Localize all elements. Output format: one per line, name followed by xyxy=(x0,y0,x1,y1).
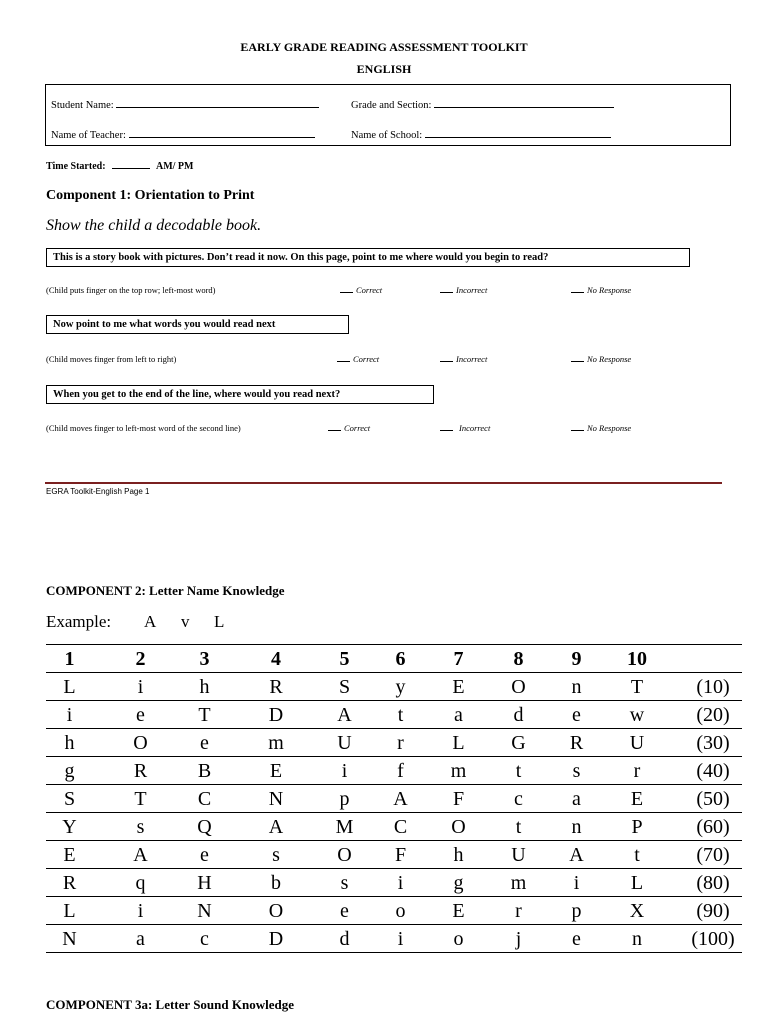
letter-cell: s xyxy=(563,757,590,785)
column-header: 4 xyxy=(221,645,331,673)
letter-cell: b xyxy=(221,869,331,897)
letter-cell: c xyxy=(188,925,221,953)
letter-cell: A xyxy=(331,701,358,729)
grade-section-line xyxy=(434,98,614,108)
component3-heading: COMPONENT 3a: Letter Sound Knowledge xyxy=(46,997,294,1012)
letter-cell: T xyxy=(188,701,221,729)
grid-row xyxy=(46,813,742,841)
count-cell: (90) xyxy=(684,897,742,925)
column-header: 6 xyxy=(358,645,443,673)
count-cell: (10) xyxy=(684,673,742,701)
letter-cell: S xyxy=(46,785,93,813)
letter-cell: G xyxy=(474,729,563,757)
grid-row xyxy=(46,925,742,953)
letter-cell: H xyxy=(188,869,221,897)
letter-cell: g xyxy=(443,869,474,897)
letter-cell: N xyxy=(46,925,93,953)
letter-cell: E xyxy=(443,897,474,925)
example-letter-3: L xyxy=(214,612,225,631)
column-header: 9 xyxy=(563,645,590,673)
count-cell: (40) xyxy=(684,757,742,785)
letter-cell: L xyxy=(443,729,474,757)
letter-cell: C xyxy=(188,785,221,813)
component1-heading: Component 1: Orientation to Print xyxy=(46,188,255,203)
letter-cell: r xyxy=(358,729,443,757)
component1-instruction: Show the child a decodable book. xyxy=(46,217,262,234)
column-header: 3 xyxy=(188,645,221,673)
letter-cell: r xyxy=(590,757,684,785)
letter-cell: A xyxy=(358,785,443,813)
letter-name-grid xyxy=(46,644,742,953)
letter-cell: O xyxy=(474,673,563,701)
letter-cell: E xyxy=(221,757,331,785)
letter-cell: D xyxy=(221,925,331,953)
letter-cell: U xyxy=(331,729,358,757)
example-letter-1: A xyxy=(144,612,157,631)
time-started-line xyxy=(112,159,150,169)
time-started-field[interactable] xyxy=(46,159,193,172)
letter-cell: i xyxy=(358,925,443,953)
letter-cell: D xyxy=(221,701,331,729)
letter-cell: O xyxy=(93,729,188,757)
letter-cell: i xyxy=(93,897,188,925)
letter-cell: w xyxy=(590,701,684,729)
letter-cell: R xyxy=(93,757,188,785)
count-cell: (20) xyxy=(684,701,742,729)
letter-cell: h xyxy=(443,841,474,869)
letter-cell: h xyxy=(188,673,221,701)
letter-cell: C xyxy=(358,813,443,841)
letter-cell: O xyxy=(331,841,358,869)
letter-cell: m xyxy=(443,757,474,785)
letter-cell: Q xyxy=(188,813,221,841)
student-name-line xyxy=(116,98,319,108)
letter-cell: F xyxy=(358,841,443,869)
letter-cell: e xyxy=(563,925,590,953)
letter-cell: a xyxy=(93,925,188,953)
letter-cell: i xyxy=(46,701,93,729)
teacher-name-field[interactable] xyxy=(51,128,315,141)
grade-section-label: Grade and Section: xyxy=(351,100,432,111)
letter-cell: i xyxy=(358,869,443,897)
item-3-note: (Child moves finger to left-most word of the second line) xyxy=(46,423,241,433)
letter-cell: h xyxy=(46,729,93,757)
letter-cell: N xyxy=(221,785,331,813)
question-1-text: This is a story book with pictures. Don’t read it now. On this page, point to me where would you begin to read? xyxy=(53,252,549,263)
letter-cell: e xyxy=(93,701,188,729)
teacher-name-line xyxy=(129,128,315,138)
time-started-label: Time Started: xyxy=(46,161,106,172)
grid-row xyxy=(46,897,742,925)
component2-heading: COMPONENT 2: Letter Name Knowledge xyxy=(46,583,285,598)
letter-cell: a xyxy=(443,701,474,729)
letter-cell: M xyxy=(331,813,358,841)
letter-cell: L xyxy=(590,869,684,897)
letter-cell: N xyxy=(188,897,221,925)
teacher-name-label: Name of Teacher: xyxy=(51,130,126,141)
letter-cell: i xyxy=(563,869,590,897)
letter-cell: Y xyxy=(46,813,93,841)
letter-cell: E xyxy=(590,785,684,813)
letter-cell: p xyxy=(563,897,590,925)
item-3-no-response-option[interactable]: No Response xyxy=(571,423,631,433)
letter-cell: e xyxy=(563,701,590,729)
count-cell: (80) xyxy=(684,869,742,897)
item-2-correct-option[interactable]: Correct xyxy=(337,354,379,364)
example-letter-2: v xyxy=(181,612,190,631)
letter-cell: j xyxy=(474,925,563,953)
letter-cell: R xyxy=(563,729,590,757)
letter-cell: L xyxy=(46,673,93,701)
column-header: 2 xyxy=(93,645,188,673)
letter-cell: o xyxy=(443,925,474,953)
column-header: 8 xyxy=(474,645,563,673)
grid-row xyxy=(46,673,742,701)
letter-cell: E xyxy=(443,673,474,701)
letter-cell: E xyxy=(46,841,93,869)
letter-cell: i xyxy=(93,673,188,701)
letter-cell: m xyxy=(474,869,563,897)
letter-cell: s xyxy=(331,869,358,897)
document-subtitle: ENGLISH xyxy=(356,62,412,76)
time-started-suffix: AM/ PM xyxy=(155,161,194,172)
letter-cell: a xyxy=(563,785,590,813)
school-name-label: Name of School: xyxy=(351,130,423,141)
letter-cell: q xyxy=(93,869,188,897)
count-cell: (30) xyxy=(684,729,742,757)
count-cell: (70) xyxy=(684,841,742,869)
count-cell: (50) xyxy=(684,785,742,813)
letter-cell: i xyxy=(331,757,358,785)
letter-cell: m xyxy=(221,729,331,757)
letter-cell: T xyxy=(93,785,188,813)
school-name-line xyxy=(425,128,611,138)
school-name-field[interactable] xyxy=(351,128,611,141)
grid-row xyxy=(46,785,742,813)
column-header: 10 xyxy=(590,645,684,673)
page-footer: EGRA Toolkit-English Page 1 xyxy=(46,487,150,496)
letter-cell: e xyxy=(188,729,221,757)
example-label: Example: xyxy=(46,612,112,631)
item-1-incorrect-option[interactable]: Incorrect xyxy=(440,285,487,295)
grade-section-field[interactable] xyxy=(351,98,614,111)
letter-cell: t xyxy=(474,813,563,841)
letter-cell: B xyxy=(188,757,221,785)
letter-cell: y xyxy=(358,673,443,701)
document-title: EARLY GRADE READING ASSESSMENT TOOLKIT xyxy=(240,40,528,54)
letter-cell: t xyxy=(590,841,684,869)
letter-cell: d xyxy=(331,925,358,953)
item-2-incorrect-option[interactable]: Incorrect xyxy=(440,354,487,364)
letter-cell: c xyxy=(474,785,563,813)
letter-cell: R xyxy=(46,869,93,897)
letter-cell: P xyxy=(590,813,684,841)
letter-cell: r xyxy=(474,897,563,925)
letter-cell: e xyxy=(331,897,358,925)
item-1-note: (Child puts finger on the top row; left-most word) xyxy=(46,285,216,295)
letter-cell: e xyxy=(188,841,221,869)
grid-row xyxy=(46,869,742,897)
letter-cell: d xyxy=(474,701,563,729)
item-3-incorrect-option[interactable]: Incorrect xyxy=(440,423,490,433)
student-name-label: Student Name: xyxy=(51,100,114,111)
count-cell: (100) xyxy=(684,925,742,953)
letter-cell: s xyxy=(221,841,331,869)
letter-cell: O xyxy=(443,813,474,841)
question-3-text: When you get to the end of the line, where would you read next? xyxy=(53,389,341,400)
letter-cell: p xyxy=(331,785,358,813)
student-name-field[interactable] xyxy=(51,98,319,111)
column-header xyxy=(684,645,742,673)
letter-cell: U xyxy=(590,729,684,757)
grid-row xyxy=(46,841,742,869)
letter-cell: S xyxy=(331,673,358,701)
letter-cell: F xyxy=(443,785,474,813)
letter-cell: A xyxy=(93,841,188,869)
letter-cell: R xyxy=(221,673,331,701)
column-header: 1 xyxy=(46,645,93,673)
item-2-note: (Child moves finger from left to right) xyxy=(46,354,177,364)
letter-cell: s xyxy=(93,813,188,841)
grid-row xyxy=(46,701,742,729)
letter-cell: O xyxy=(221,897,331,925)
letter-cell: t xyxy=(474,757,563,785)
letter-cell: A xyxy=(221,813,331,841)
grid-header-row xyxy=(46,645,742,673)
question-box-3 xyxy=(46,385,434,404)
letter-cell: n xyxy=(563,813,590,841)
footer-divider xyxy=(45,482,722,484)
letter-cell: X xyxy=(590,897,684,925)
letter-cell: f xyxy=(358,757,443,785)
grid-row xyxy=(46,729,742,757)
letter-cell: U xyxy=(474,841,563,869)
letter-cell: g xyxy=(46,757,93,785)
question-box-1 xyxy=(46,248,690,267)
letter-cell: A xyxy=(563,841,590,869)
grid-row xyxy=(46,757,742,785)
letter-cell: t xyxy=(358,701,443,729)
count-cell: (60) xyxy=(684,813,742,841)
column-header: 5 xyxy=(331,645,358,673)
column-header: 7 xyxy=(443,645,474,673)
letter-cell: L xyxy=(46,897,93,925)
item-1-no-response-option[interactable]: No Response xyxy=(571,285,631,295)
letter-cell: n xyxy=(590,925,684,953)
item-2-no-response-option[interactable]: No Response xyxy=(571,354,631,364)
item-3-correct-option[interactable]: Correct xyxy=(328,423,370,433)
item-1-correct-option[interactable]: Correct xyxy=(340,285,382,295)
question-box-2 xyxy=(46,315,349,334)
letter-cell: o xyxy=(358,897,443,925)
letter-cell: T xyxy=(590,673,684,701)
question-2-text: Now point to me what words you would read next xyxy=(53,319,276,330)
letter-cell: n xyxy=(563,673,590,701)
